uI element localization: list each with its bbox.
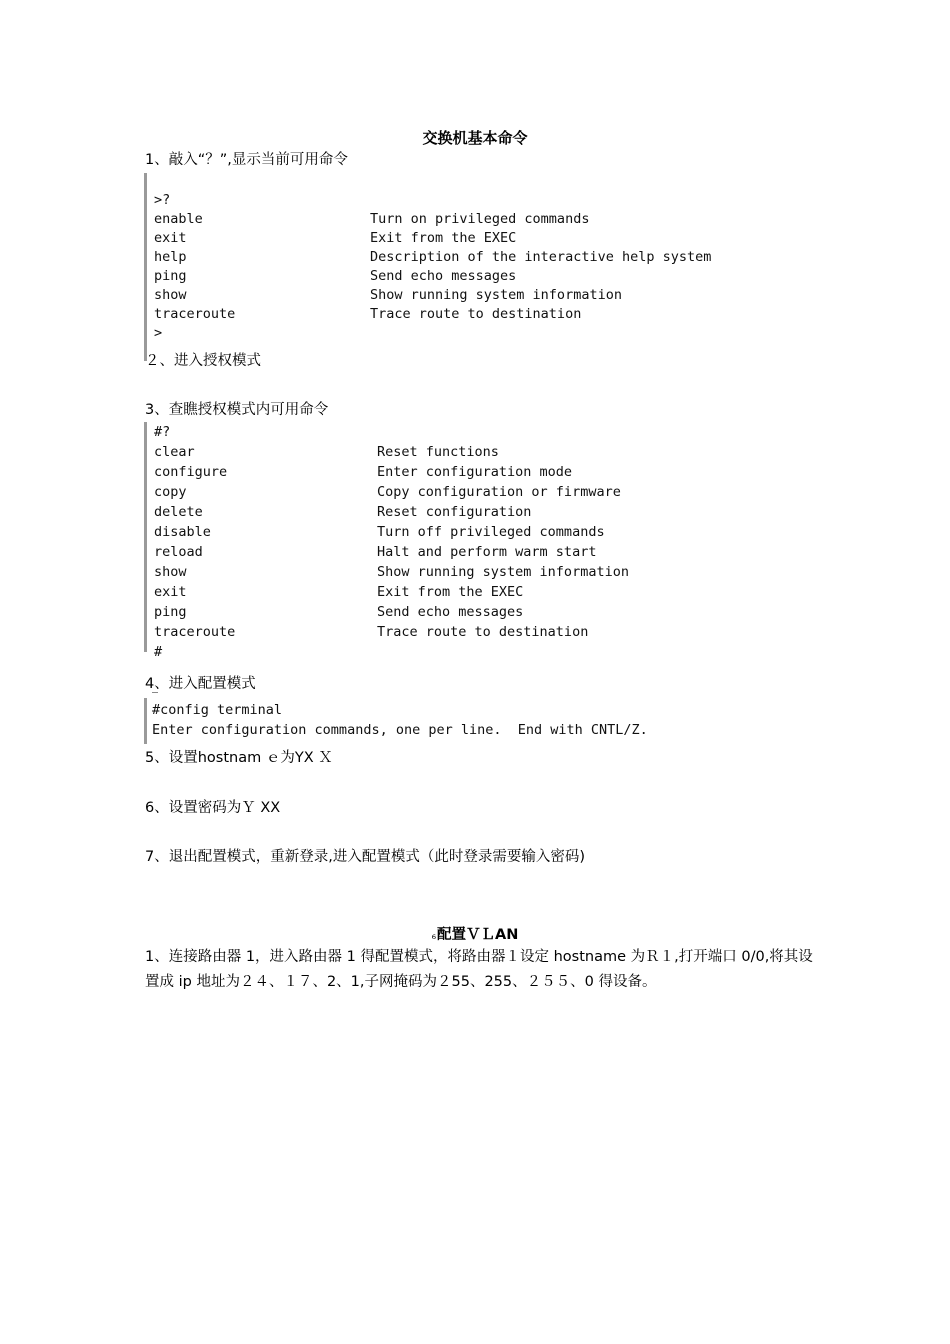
command-row: traceroute Trace route to destination	[154, 624, 589, 640]
command-row: clear Reset functions	[154, 444, 499, 460]
command-row: copy Copy configuration or firmware	[154, 484, 621, 500]
terminal-prompt: #	[154, 644, 163, 660]
command-row: help Description of the interactive help system	[154, 249, 712, 265]
terminal-prompt: #?	[154, 424, 171, 440]
terminal-prompt: >?	[154, 192, 171, 208]
vlan-section-title: ₆配置ＶＬAN	[431, 927, 519, 943]
command-row: enable Turn on privileged commands	[154, 211, 590, 227]
divider-tick	[152, 692, 158, 693]
command-row: show Show running system information	[154, 564, 629, 580]
terminal-line: Enter configuration commands, one per line. End with CNTL/Z.	[152, 722, 648, 738]
command-row: disable Turn off privileged commands	[154, 524, 605, 540]
command-row: exit Exit from the EXEC	[154, 230, 517, 246]
command-row: ping Send echo messages	[154, 604, 524, 620]
command-row: reload Halt and perform warm start	[154, 544, 597, 560]
vlan-title-mark: ₆	[431, 929, 437, 942]
vlan-step-1: 1、连接路由器 1，进入路由器 1 得配置模式，将路由器１设定 hostname 为Ｒ１,打开端口 0/0,将其设置成 ip 地址为２４、１７、2、1,子网掩码为２55、255、２５５、0 得设备。	[145, 949, 813, 990]
section-3-heading: 3、查瞧授权模式内可用命令	[145, 402, 329, 418]
section-5-heading: 5、设置hostnam ｅ为YX Ｘ	[145, 750, 333, 766]
command-row: traceroute Trace route to destination	[154, 306, 582, 322]
document-title: 交换机基本命令	[422, 129, 528, 147]
section-2-heading: ２、进入授权模式	[145, 353, 261, 369]
section-7-heading: 7、退出配置模式，重新登录,进入配置模式（此时登录需要输入密码)	[145, 849, 585, 865]
section-4-heading: 4、进入配置模式	[145, 676, 256, 692]
command-row: configure Enter configuration mode	[154, 464, 573, 480]
terminal-block-config	[144, 698, 648, 744]
terminal-block-user-commands	[144, 173, 711, 361]
command-row: exit Exit from the EXEC	[154, 584, 524, 600]
command-row: show Show running system information	[154, 287, 622, 303]
section-1-heading: 1、敲入“？”,显示当前可用命令	[145, 152, 348, 168]
command-row: delete Reset configuration	[154, 504, 532, 520]
terminal-block-privileged-commands	[144, 422, 629, 660]
terminal-prompt: >	[154, 325, 163, 341]
command-row: ping Send echo messages	[154, 268, 517, 284]
section-6-heading: 6、设置密码为Ｙ XX	[145, 800, 281, 816]
terminal-line: #config terminal	[152, 702, 283, 718]
